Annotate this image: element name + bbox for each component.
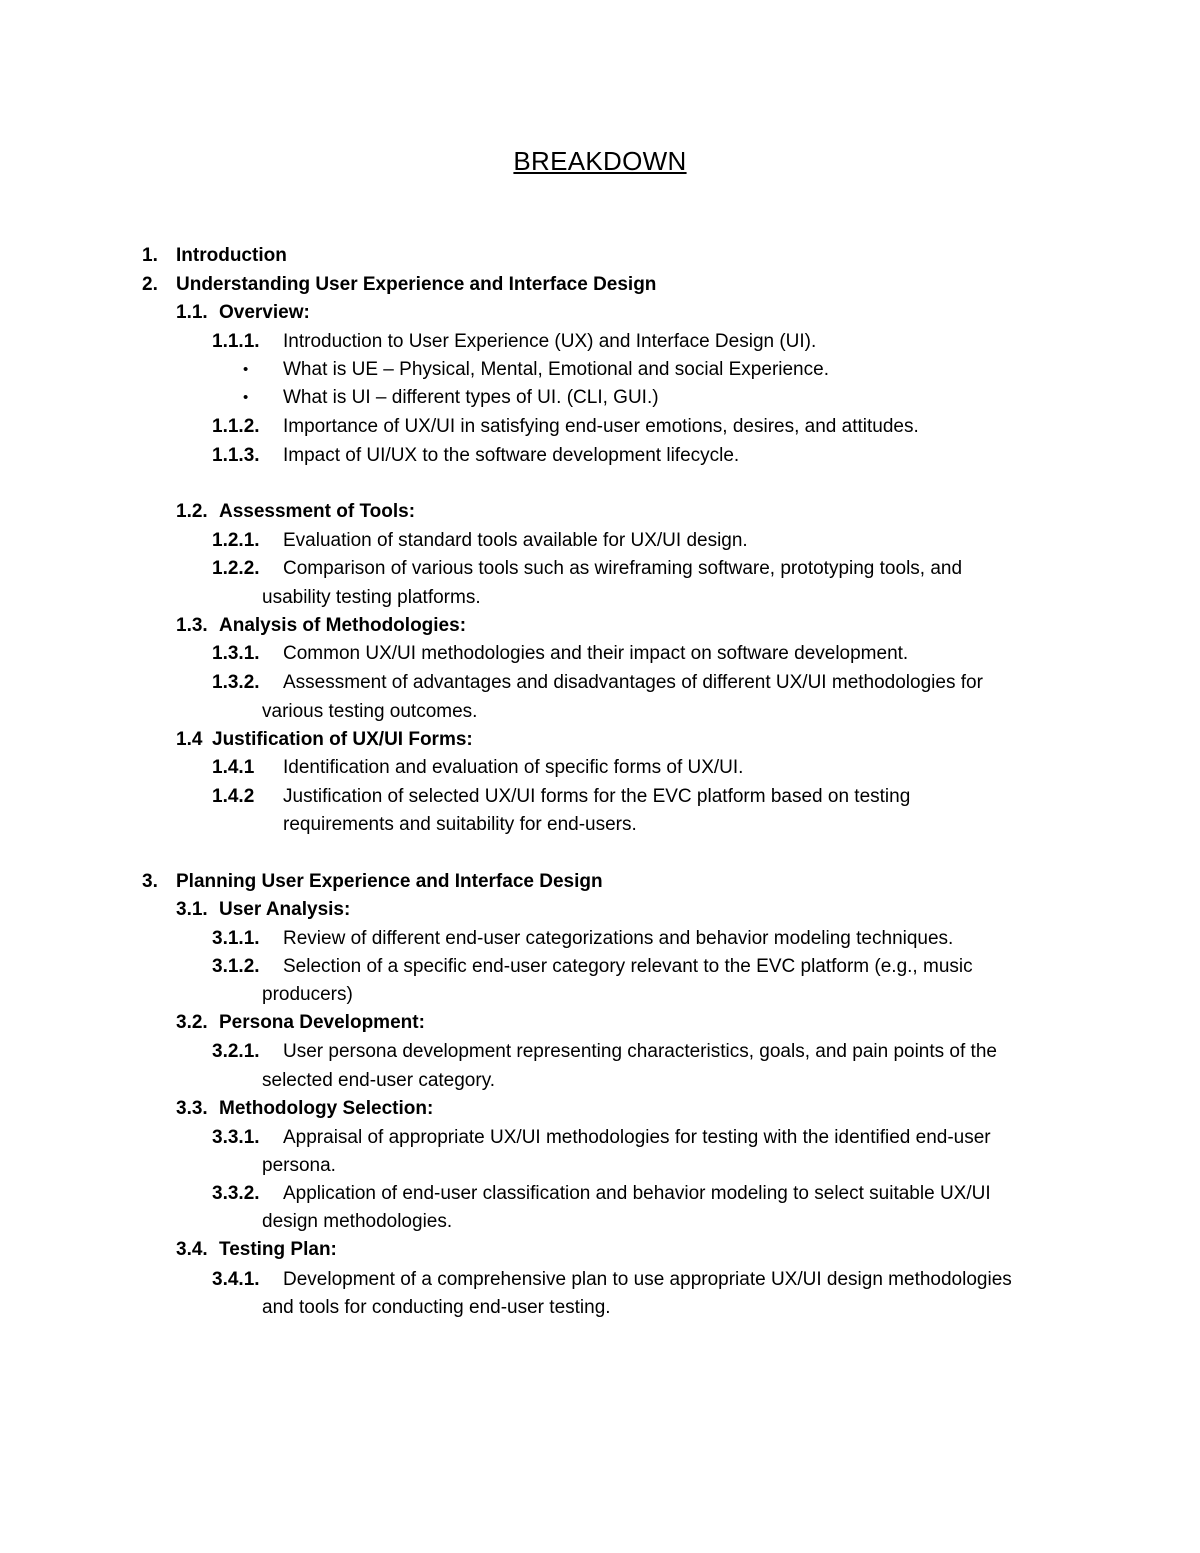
outline-text: Evaluation of standard tools available for UX/UI design. <box>283 530 748 551</box>
outline-text: Application of end-user classification and behavior modeling to select suitable UX/UI <box>283 1183 991 1204</box>
outline-number: 1.3.2. <box>212 672 260 693</box>
outline-number: 3.2. <box>176 1012 208 1033</box>
outline-number: 3. <box>142 871 158 892</box>
outline-number: 1.4.2 <box>212 786 255 807</box>
outline-text: Identification and evaluation of specific forms of UX/UI. <box>283 757 744 778</box>
outline-text: Review of different end-user categorizations and behavior modeling techniques. <box>283 928 954 949</box>
outline-number: 3.4.1. <box>212 1269 260 1290</box>
outline-number: 1.1.3. <box>212 445 260 466</box>
outline-text: Methodology Selection: <box>219 1098 434 1119</box>
outline-text: Understanding User Experience and Interface Design <box>176 274 657 295</box>
outline-number: 3.4. <box>176 1239 208 1260</box>
outline-continuation: persona. <box>262 1155 336 1176</box>
outline-text: Justification of selected UX/UI forms for the EVC platform based on testing <box>283 786 911 807</box>
outline-number: 3.3.1. <box>212 1127 260 1148</box>
outline-text: Introduction to User Experience (UX) and Interface Design (UI). <box>283 331 817 352</box>
bullet-icon: • <box>243 361 249 378</box>
outline-number: 1.1.1. <box>212 331 260 352</box>
outline-text: Introduction <box>176 245 287 266</box>
outline-number: 2. <box>142 274 158 295</box>
outline-continuation: and tools for conducting end-user testing. <box>262 1297 611 1318</box>
outline-number: 1.1.2. <box>212 416 260 437</box>
outline-number: 1.4 <box>176 729 203 750</box>
outline-number: 1. <box>142 245 158 266</box>
outline-continuation: usability testing platforms. <box>262 587 481 608</box>
bullet-text: What is UI – different types of UI. (CLI, GUI.) <box>283 387 659 408</box>
outline-text: Appraisal of appropriate UX/UI methodologies for testing with the identified end-user <box>283 1127 991 1148</box>
outline-number: 1.3.1. <box>212 643 260 664</box>
outline-text: Justification of UX/UI Forms: <box>212 729 473 750</box>
outline-number: 3.1.2. <box>212 956 260 977</box>
outline-number: 1.1. <box>176 302 208 323</box>
outline-text: Testing Plan: <box>219 1239 337 1260</box>
outline-number: 1.2.1. <box>212 530 260 551</box>
outline-number: 3.1. <box>176 899 208 920</box>
outline-text: Common UX/UI methodologies and their impact on software development. <box>283 643 909 664</box>
outline-text: Overview: <box>219 302 310 323</box>
outline-continuation: selected end-user category. <box>262 1070 496 1091</box>
bullet-icon: • <box>243 389 249 406</box>
outline-text: Selection of a specific end-user category relevant to the EVC platform (e.g., music <box>283 956 973 977</box>
outline-continuation: requirements and suitability for end-users. <box>283 814 637 835</box>
outline-number: 3.3. <box>176 1098 208 1119</box>
outline-text: Assessment of Tools: <box>219 501 416 522</box>
outline-text: User persona development representing characteristics, goals, and pain points of the <box>283 1041 997 1062</box>
outline-text: Impact of UI/UX to the software development lifecycle. <box>283 445 740 466</box>
outline-text: User Analysis: <box>219 899 351 920</box>
outline-text: Persona Development: <box>219 1012 425 1033</box>
outline-text: Planning User Experience and Interface Design <box>176 871 603 892</box>
outline-number: 1.2. <box>176 501 208 522</box>
outline-continuation: various testing outcomes. <box>262 701 478 722</box>
bullet-text: What is UE – Physical, Mental, Emotional and social Experience. <box>283 359 829 380</box>
outline-text: Assessment of advantages and disadvantages of different UX/UI methodologies for <box>283 672 983 693</box>
outline-number: 1.2.2. <box>212 558 260 579</box>
outline-text: Importance of UX/UI in satisfying end-user emotions, desires, and attitudes. <box>283 416 919 437</box>
outline-continuation: producers) <box>262 984 353 1005</box>
outline-number: 1.3. <box>176 615 208 636</box>
outline-number: 3.2.1. <box>212 1041 260 1062</box>
outline-number: 3.3.2. <box>212 1183 260 1204</box>
outline-text: Analysis of Methodologies: <box>219 615 467 636</box>
outline-text: Comparison of various tools such as wireframing software, prototyping tools, and <box>283 558 963 579</box>
outline-number: 1.4.1 <box>212 757 255 778</box>
document-title: BREAKDOWN <box>513 146 687 176</box>
outline-text: Development of a comprehensive plan to use appropriate UX/UI design methodologies <box>283 1269 1012 1290</box>
outline-continuation: design methodologies. <box>262 1211 453 1232</box>
outline-number: 3.1.1. <box>212 928 260 949</box>
